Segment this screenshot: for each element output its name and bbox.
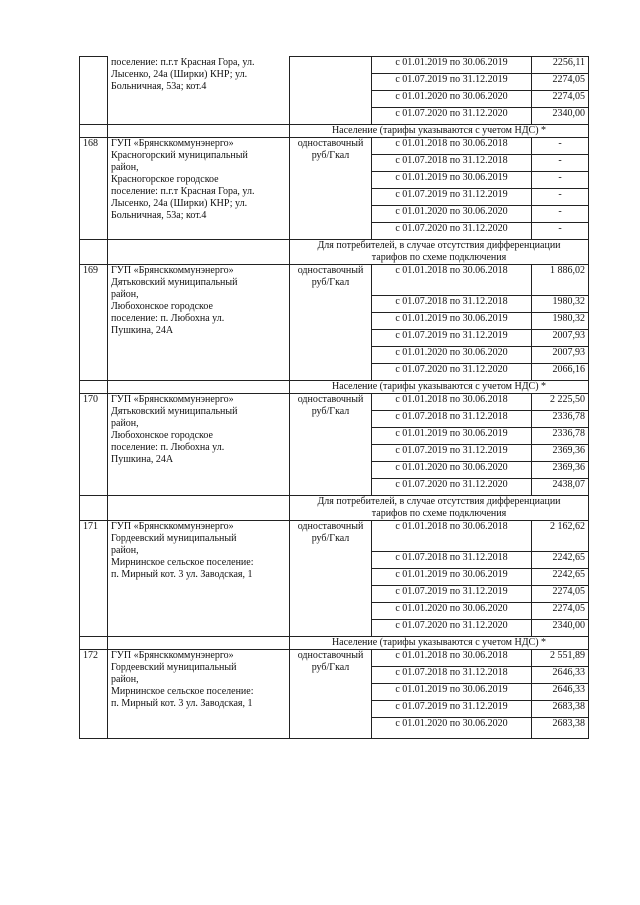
org-line: Красногорский муниципальный (111, 150, 248, 161)
org-line: Гордеевский муниципальный (111, 533, 237, 544)
period-cell: с 01.07.2019 по 31.12.2019 (372, 701, 532, 718)
period-cell: с 01.01.2018 по 30.06.2018 (372, 265, 532, 296)
org-line: п. Мирный кот. 3 ул. Заводская, 1 (111, 698, 253, 709)
section-header-line: Для потребителей, в случае отсутствия дифференциации (317, 496, 561, 507)
period-cell: с 01.01.2019 по 30.06.2019 (372, 57, 532, 74)
period-cell: с 01.07.2018 по 31.12.2018 (372, 296, 532, 313)
period-cell: с 01.01.2020 по 30.06.2020 (372, 206, 532, 223)
period-cell: с 01.07.2020 по 31.12.2020 (372, 223, 532, 240)
org-line: поселение: п.г.т Красная Гора, ул. (111, 56, 255, 68)
org-description (108, 650, 290, 739)
section-header-line: тарифов по схеме подключения (371, 508, 507, 519)
value-cell: 1980,32 (532, 296, 589, 313)
table-row (80, 394, 589, 411)
org-line: Больничная, 53а; кот.4 (111, 210, 207, 221)
table-row (80, 138, 589, 155)
table-row (80, 650, 589, 667)
entry-number: 171 (80, 521, 108, 637)
org-line: Красногорское городское (111, 174, 219, 185)
org-line: Любохонское городское (111, 301, 213, 312)
period-cell: с 01.07.2020 по 31.12.2020 (372, 479, 532, 496)
entry-number: 172 (80, 650, 108, 739)
period-cell: с 01.07.2020 по 31.12.2020 (372, 620, 532, 637)
unit-measure: руб/Гкал (311, 662, 350, 673)
section-header: Население (тарифы указываются с учетом НДС) * (290, 381, 589, 394)
unit-type: одноставочный (297, 394, 364, 405)
entry-number: 168 (80, 138, 108, 240)
period-cell: с 01.01.2019 по 30.06.2019 (372, 684, 532, 701)
unit-type: одноставочный (297, 650, 364, 661)
value-cell: 2 225,50 (532, 394, 589, 411)
org-description (108, 265, 290, 381)
org-line: район, (111, 418, 139, 429)
value-cell: - (532, 223, 589, 240)
value-cell: 2256,11 (532, 57, 589, 74)
org-line: Пушкина, 24А (111, 325, 174, 336)
entry-number: 169 (80, 265, 108, 381)
unit-type: одноставочный (297, 138, 364, 149)
org-line: район, (111, 162, 139, 173)
org-line: поселение: п.г.т Красная Гора, ул. (111, 186, 255, 197)
org-line: Дятьковский муниципальный (111, 406, 238, 417)
value-cell: 2 162,62 (532, 521, 589, 552)
period-cell: с 01.07.2018 по 31.12.2018 (372, 411, 532, 428)
org-line: Пушкина, 24А (111, 454, 174, 465)
org-description (108, 57, 290, 125)
value-cell: 2242,65 (532, 569, 589, 586)
period-cell: с 01.07.2020 по 31.12.2020 (372, 364, 532, 381)
period-cell: с 01.01.2020 по 30.06.2020 (372, 603, 532, 620)
org-line: район, (111, 289, 139, 300)
value-cell: 2646,33 (532, 667, 589, 684)
period-cell: с 01.01.2018 по 30.06.2018 (372, 650, 532, 667)
period-cell: с 01.01.2018 по 30.06.2018 (372, 521, 532, 552)
value-cell: 2336,78 (532, 428, 589, 445)
section-header (290, 240, 589, 265)
entry-number (80, 57, 108, 125)
period-cell: с 01.07.2018 по 31.12.2018 (372, 155, 532, 172)
period-cell: с 01.07.2018 по 31.12.2018 (372, 667, 532, 684)
unit-type: одноставочный (297, 521, 364, 532)
value-cell: - (532, 138, 589, 155)
value-cell: 2683,38 (532, 701, 589, 718)
org-description (108, 394, 290, 496)
section-header-line: Для потребителей, в случае отсутствия дифференциации (317, 240, 561, 251)
period-cell: с 01.01.2020 по 30.06.2020 (372, 718, 532, 739)
period-cell: с 01.01.2019 по 30.06.2019 (372, 569, 532, 586)
period-cell: с 01.01.2018 по 30.06.2018 (372, 138, 532, 155)
org-line: поселение: п. Любохна ул. (111, 442, 225, 453)
org-line: ГУП «Брянсккоммунэнерго» (111, 138, 234, 149)
section-header (290, 496, 589, 521)
value-cell: 2274,05 (532, 91, 589, 108)
value-cell: - (532, 189, 589, 206)
table-row (80, 521, 589, 552)
org-line: Лысенко, 24а (Ширки) КНР; ул. (111, 198, 248, 209)
org-line: Больничная, 53а; кот.4 (111, 80, 207, 92)
unit-measure: руб/Гкал (311, 533, 350, 544)
unit-cell (290, 138, 372, 240)
unit-cell (290, 521, 372, 637)
period-cell: с 01.07.2019 по 31.12.2019 (372, 74, 532, 91)
value-cell: - (532, 155, 589, 172)
section-header-row (80, 381, 589, 394)
org-line: Мирнинское сельское поселение: (111, 686, 254, 697)
section-header-row (80, 125, 589, 138)
section-header-row (80, 637, 589, 650)
value-cell: 2683,38 (532, 718, 589, 739)
org-line: район, (111, 545, 139, 556)
unit-cell (290, 394, 372, 496)
section-header: Население (тарифы указываются с учетом НДС) * (290, 637, 589, 650)
org-line: Лысенко, 24а (Ширки) КНР; ул. (111, 68, 248, 80)
value-cell: 2274,05 (532, 603, 589, 620)
value-cell: 2438,07 (532, 479, 589, 496)
value-cell: 2274,05 (532, 74, 589, 91)
period-cell: с 01.07.2020 по 31.12.2020 (372, 108, 532, 125)
org-line: ГУП «Брянсккоммунэнерго» (111, 650, 234, 661)
period-cell: с 01.07.2019 по 31.12.2019 (372, 330, 532, 347)
section-header-row (80, 496, 589, 521)
unit-measure: руб/Гкал (311, 277, 350, 288)
period-cell: с 01.07.2019 по 31.12.2019 (372, 189, 532, 206)
section-header-row (80, 240, 589, 265)
value-cell: 2336,78 (532, 411, 589, 428)
org-line: Дятьковский муниципальный (111, 277, 238, 288)
unit-cell (290, 650, 372, 739)
unit-cell (290, 265, 372, 381)
org-line: ГУП «Брянсккоммунэнерго» (111, 394, 234, 405)
value-cell: 2007,93 (532, 330, 589, 347)
period-cell: с 01.01.2019 по 30.06.2019 (372, 428, 532, 445)
value-cell: 1980,32 (532, 313, 589, 330)
value-cell: 2646,33 (532, 684, 589, 701)
unit-measure: руб/Гкал (311, 406, 350, 417)
value-cell: 2066,16 (532, 364, 589, 381)
period-cell: с 01.01.2020 по 30.06.2020 (372, 91, 532, 108)
value-cell: - (532, 206, 589, 223)
tariff-table (79, 56, 589, 739)
unit-type: одноставочный (297, 265, 364, 276)
value-cell: 2369,36 (532, 445, 589, 462)
value-cell: 1 886,02 (532, 265, 589, 296)
unit-cell (290, 57, 372, 125)
org-line: ГУП «Брянсккоммунэнерго» (111, 521, 234, 532)
table-row (80, 265, 589, 296)
table-row (80, 57, 589, 74)
value-cell: 2340,00 (532, 620, 589, 637)
period-cell: с 01.01.2020 по 30.06.2020 (372, 462, 532, 479)
period-cell: с 01.01.2018 по 30.06.2018 (372, 394, 532, 411)
period-cell: с 01.01.2020 по 30.06.2020 (372, 347, 532, 364)
entry-number: 170 (80, 394, 108, 496)
section-header-line: тарифов по схеме подключения (371, 252, 507, 263)
org-description (108, 138, 290, 240)
org-line: Гордеевский муниципальный (111, 662, 237, 673)
period-cell: с 01.01.2019 по 30.06.2019 (372, 172, 532, 189)
section-header: Население (тарифы указываются с учетом НДС) * (290, 125, 589, 138)
org-line: п. Мирный кот. 3 ул. Заводская, 1 (111, 569, 253, 580)
org-line: район, (111, 674, 139, 685)
org-line: поселение: п. Любохна ул. (111, 313, 225, 324)
value-cell: 2340,00 (532, 108, 589, 125)
value-cell: 2274,05 (532, 586, 589, 603)
unit-measure: руб/Гкал (311, 150, 350, 161)
org-description (108, 521, 290, 637)
period-cell: с 01.07.2019 по 31.12.2019 (372, 445, 532, 462)
org-line: ГУП «Брянсккоммунэнерго» (111, 265, 234, 276)
org-line: Мирнинское сельское поселение: (111, 557, 254, 568)
value-cell: 2007,93 (532, 347, 589, 364)
period-cell: с 01.07.2018 по 31.12.2018 (372, 552, 532, 569)
period-cell: с 01.07.2019 по 31.12.2019 (372, 586, 532, 603)
value-cell: 2369,36 (532, 462, 589, 479)
period-cell: с 01.01.2019 по 30.06.2019 (372, 313, 532, 330)
value-cell: 2 551,89 (532, 650, 589, 667)
org-line: Любохонское городское (111, 430, 213, 441)
value-cell: 2242,65 (532, 552, 589, 569)
value-cell: - (532, 172, 589, 189)
